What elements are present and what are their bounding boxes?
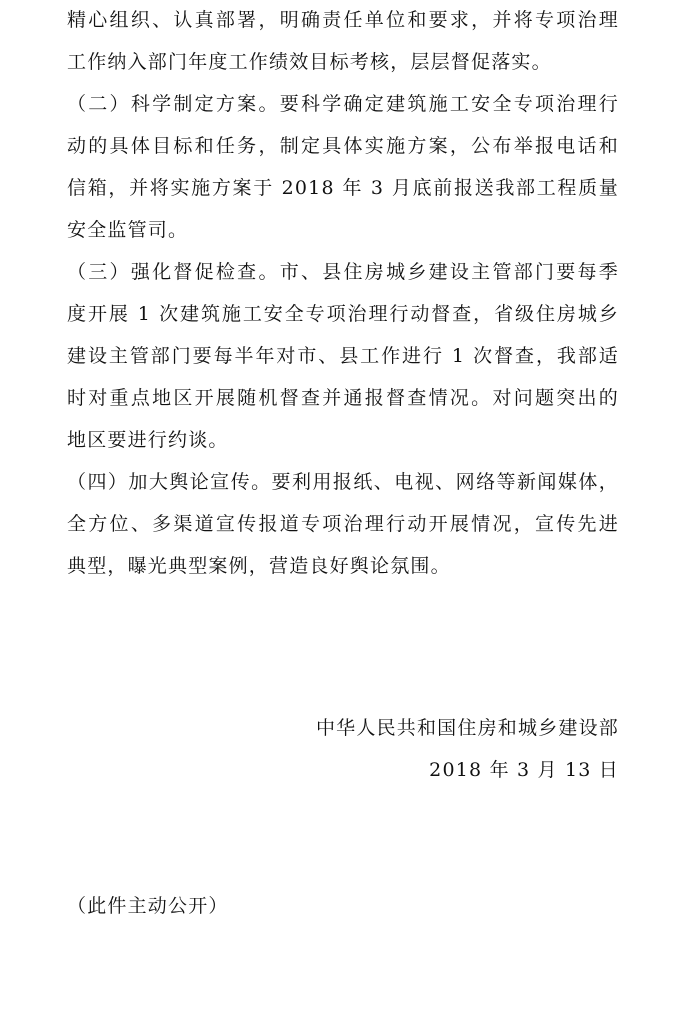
body-text-line: 精心组织、认真部署，明确责任单位和要求，并将专项治理: [67, 9, 619, 31]
section-2-heading-line: （二）科学制定方案。要科学确定建筑施工安全专项治理行: [67, 93, 619, 115]
body-text-line: 全方位、多渠道宣传报道专项治理行动开展情况，宣传先进: [67, 513, 619, 535]
disclosure-note: （此件主动公开）: [67, 895, 229, 917]
body-text-line: 安全监管司。: [67, 219, 189, 241]
body-text-line: 工作纳入部门年度工作绩效目标考核，层层督促落实。: [67, 51, 552, 73]
body-text-line: 建设主管部门要每半年对市、县工作进行 1 次督查，我部适: [67, 345, 619, 367]
body-text-line: 时对重点地区开展随机督查并通报督查情况。对问题突出的: [67, 387, 619, 409]
signature-date: 2018 年 3 月 13 日: [429, 759, 619, 781]
body-text-line: 地区要进行约谈。: [67, 429, 229, 451]
body-text-line: 度开展 1 次建筑施工安全专项治理行动督查，省级住房城乡: [67, 303, 619, 325]
signature-organization: 中华人民共和国住房和城乡建设部: [315, 717, 619, 739]
section-4-heading-line: （四）加大舆论宣传。要利用报纸、电视、网络等新闻媒体，: [67, 471, 619, 493]
body-text-line: 信箱，并将实施方案于 2018 年 3 月底前报送我部工程质量: [67, 177, 619, 199]
section-3-heading-line: （三）强化督促检查。市、县住房城乡建设主管部门要每季: [67, 261, 619, 283]
body-text-line: 典型，曝光典型案例，营造良好舆论氛围。: [67, 555, 451, 577]
body-text-line: 动的具体目标和任务，制定具体实施方案，公布举报电话和: [67, 135, 619, 157]
